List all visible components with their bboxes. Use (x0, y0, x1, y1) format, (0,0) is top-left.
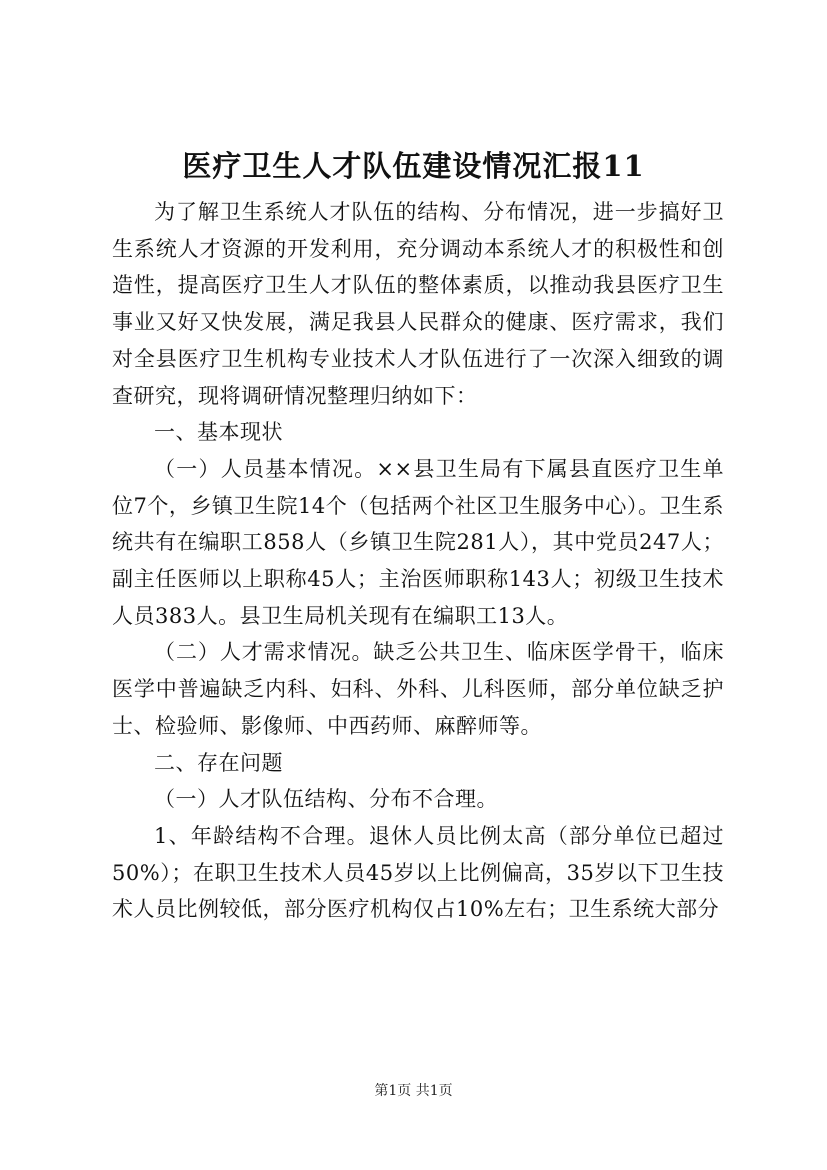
subsection-heading-structure: （一）人才队伍结构、分布不合理。 (154, 787, 498, 812)
paragraph-staff-basics: （一）人员基本情况。××县卫生局有下属县直医疗卫生单位7个，乡镇卫生院14个（包括两个社区卫生服务中心）。卫生系统共有在编职工858人（乡镇卫生院281人），其中党员247人；副主任医师以上职称45人；主治医师职称143人；初级卫生技术人员383人。县卫生局机关现有在编职工13人。 (112, 456, 724, 628)
intro-paragraph: 为了解卫生系统人才队伍的结构、分布情况，进一步搞好卫生系统人才资源的开发利用，充分调动本系统人才的积极性和创造性，提高医疗卫生人才队伍的整体素质，以推动我县医疗卫生事业又好又快发展，满足我县人民群众的健康、医疗需求，我们对全县医疗卫生机构专业技术人才队伍进行了一次深入细致的调查研究，现将调研情况整理归纳如下： (112, 200, 724, 408)
document-title: 医疗卫生人才队伍建设情况汇报11 (182, 149, 645, 183)
section-heading-problems: 二、存在问题 (154, 750, 283, 775)
page-footer: 第1页 共1页 (374, 1083, 453, 1099)
document-body (112, 194, 724, 928)
paragraph-talent-demand: （二）人才需求情况。缺乏公共卫生、临床医学骨干，临床医学中普遍缺乏内科、妇科、外科、儿科医师，部分单位缺乏护士、检验师、影像师、中西药师、麻醉师等。 (112, 640, 724, 738)
paragraph-age-structure: 1、年龄结构不合理。退休人员比例太高（部分单位已超过50%）；在职卫生技术人员45岁以上比例偏高，35岁以下卫生技术人员比例较低，部分医疗机构仅占10%左右；卫生系统大部分 (112, 823, 724, 922)
section-heading-basic-status: 一、基本现状 (154, 420, 283, 445)
